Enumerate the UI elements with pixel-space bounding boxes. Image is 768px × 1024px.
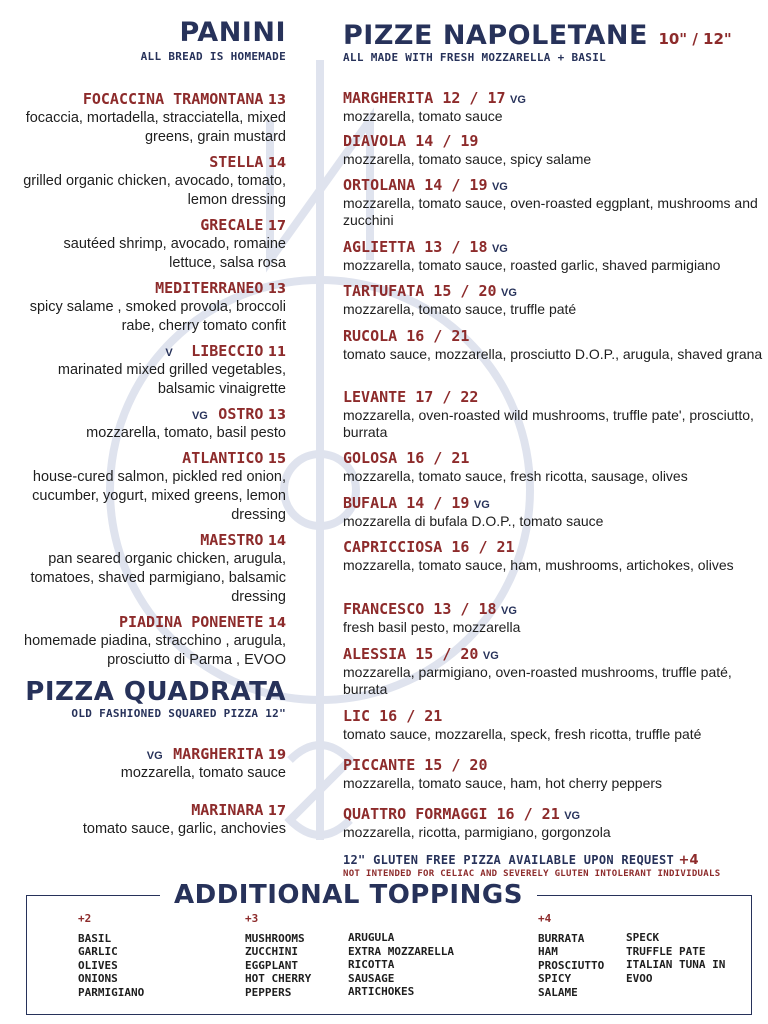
topping-item: ONIONS (78, 972, 118, 985)
toppings-column-plus4b (626, 931, 725, 985)
menu-item: ATLANTICO 15 house-cured salmon, pickled red onion, cucumber, yogurt, mixed greens, lemon dressing (32, 449, 286, 523)
topping-item: EXTRA MOZZARELLA (348, 944, 454, 958)
menu-item: V LIBECCIO 11 marinated mixed grilled vegetables, balsamic vinaigrette (57, 342, 286, 397)
pizza-item: CAPRICCIOSA 16 / 21 mozzarella, tomato sauce, ham, mushrooms, artichokes, olives (343, 538, 734, 573)
menu-item: STELLA 14 grilled organic chicken, avocado, tomato, lemon dressing (23, 153, 286, 208)
topping-item: ZUCCHINI (245, 945, 298, 958)
napoletane-title: PIZZE NAPOLETANE (343, 20, 648, 51)
topping-item: PARMIGIANO (78, 985, 145, 999)
pizza-item: ORTOLANA 14 / 19 VG mozzarella, tomato sauce, oven-roasted eggplant, mushrooms and zucchini (343, 176, 758, 228)
vegetarian-tag: VG (146, 750, 163, 762)
gluten-free-notice (343, 851, 763, 879)
topping-item: ARTICHOKES (348, 985, 415, 998)
topping-item: HOT CHERRY (245, 972, 312, 985)
pizza-item: AGLIETTA 13 / 18 VG mozzarella, tomato sauce, roasted garlic, shaved parmigiano (343, 238, 721, 273)
quadrata-subtitle: OLD FASHIONED SQUARED PIZZA 12" (71, 707, 286, 720)
topping-item: SPICY (538, 972, 572, 985)
menu-item: PIADINA PONENETE 14 homemade piadina, stracchino , arugula, prosciutto di Parma , EVOO (24, 613, 286, 668)
topping-item: RICOTTA (348, 958, 395, 971)
menu-item: MAESTRO 14 pan seared organic chicken, arugula, tomatoes, shaved parmigiano, balsamic dressing (30, 531, 286, 605)
topping-item: EGGPLANT (245, 958, 298, 972)
napoletane-subtitle: ALL MADE WITH FRESH MOZZARELLA + BASIL (343, 51, 607, 64)
vegetarian-tag: VG (191, 410, 208, 422)
topping-item: BURRATA (538, 931, 585, 945)
topping-item: GARLIC (78, 945, 118, 958)
topping-item: ARUGULA (348, 931, 395, 944)
pizza-item: GOLOSA 16 / 21 mozzarella, tomato sauce, fresh ricotta, sausage, olives (343, 449, 688, 484)
pizza-item: LIC 16 / 21 tomato sauce, mozzarella, speck, fresh ricotta, truffle paté (343, 707, 702, 742)
toppings-column-plus2 (78, 912, 144, 999)
topping-price: +2 (78, 912, 92, 925)
pizza-item: PICCANTE 15 / 20 mozzarella, tomato sauce, ham, hot cherry peppers (343, 756, 663, 791)
quadrata-title: PIZZA QUADRATA (25, 677, 286, 707)
topping-item: PROSCIUTTO (538, 958, 605, 972)
quadrata-list (14, 745, 286, 845)
menu-item: MARINARA 17 tomato sauce, garlic, anchovies (82, 801, 286, 837)
napoletane-header (343, 20, 763, 64)
pizza-item: RUCOLA 16 / 21 tomato sauce, mozzarella, prosciutto D.O.P., arugula, shaved grana (343, 327, 763, 362)
pizza-item: FRANCESCO 13 / 18 VG fresh basil pesto, mozzarella (343, 600, 521, 635)
topping-item: OLIVES (78, 958, 118, 972)
topping-item: SPECK (626, 931, 660, 944)
toppings-column-plus3 (245, 912, 311, 999)
topping-item: BASIL (78, 931, 112, 945)
panini-list (14, 90, 286, 676)
pizza-item: QUATTRO FORMAGGI 16 / 21 VG mozzarella, ricotta, parmigiano, gorgonzola (343, 805, 611, 840)
gluten-free-note: NOT INTENDED FOR CELIAC AND SEVERELY GLUTEN INTOLERANT INDIVIDUALS (343, 869, 721, 879)
menu-item: VG MARGHERITA 19 mozzarella, tomato sauce (120, 745, 286, 781)
topping-item: SAUSAGE (348, 971, 395, 985)
menu-item: GRECALE 17 sautéed shrimp, avocado, romaine lettuce, salsa rosa (63, 216, 286, 271)
gluten-free-text: 12" GLUTEN FREE PIZZA AVAILABLE UPON REQUEST (343, 853, 675, 867)
vegetarian-tag: V (165, 347, 173, 359)
quadrata-section (14, 677, 286, 720)
gluten-free-price: +4 (678, 853, 699, 868)
pizza-item: LEVANTE 17 / 22 mozzarella, oven-roasted wild mushrooms, truffle pate', prosciutto, burrata (343, 388, 754, 440)
toppings-column-plus3b (348, 931, 454, 999)
menu-item: FOCACCINA TRAMONTANA 13 focaccia, mortadella, stracciatella, mixed greens, grain mustard (25, 90, 286, 145)
topping-item: ITALIAN TUNA IN (626, 958, 726, 971)
menu-item: VG OSTRO 13 mozzarella, tomato, basil pesto (86, 405, 286, 441)
toppings-column-plus4 (538, 912, 604, 999)
panini-title: PANINI (179, 17, 286, 48)
topping-price: +4 (538, 912, 552, 925)
topping-item: EVOO (626, 971, 653, 985)
topping-price: +3 (245, 912, 259, 925)
panini-subtitle: ALL BREAD IS HOMEMADE (140, 50, 286, 63)
topping-item: PEPPERS (245, 985, 292, 999)
pizza-item: ALESSIA 15 / 20 VG mozzarella, parmigiano, oven-roasted mushrooms, truffle paté, burrata (343, 645, 732, 697)
menu-item: MEDITERRANEO 13 spicy salame , smoked provola, broccoli rabe, cherry tomato confit (29, 279, 286, 334)
toppings-title: ADDITIONAL TOPPINGS (160, 880, 537, 910)
napoletane-size: 10" / 12" (658, 30, 732, 48)
topping-item: HAM (538, 945, 558, 958)
pizza-item: TARTUFATA 15 / 20 VG mozzarella, tomato sauce, truffle paté (343, 282, 577, 317)
panini-section (14, 18, 286, 63)
topping-item: SALAME (538, 985, 578, 999)
pizza-item: MARGHERITA 12 / 17 VG mozzarella, tomato sauce (343, 89, 526, 124)
pizza-item: BUFALA 14 / 19 VG mozzarella di bufala D.O.P., tomato sauce (343, 494, 604, 529)
topping-item: TRUFFLE PATE (626, 944, 706, 958)
pizza-item: DIAVOLA 14 / 19 mozzarella, tomato sauce, spicy salame (343, 132, 592, 167)
topping-item: MUSHROOMS (245, 931, 305, 945)
